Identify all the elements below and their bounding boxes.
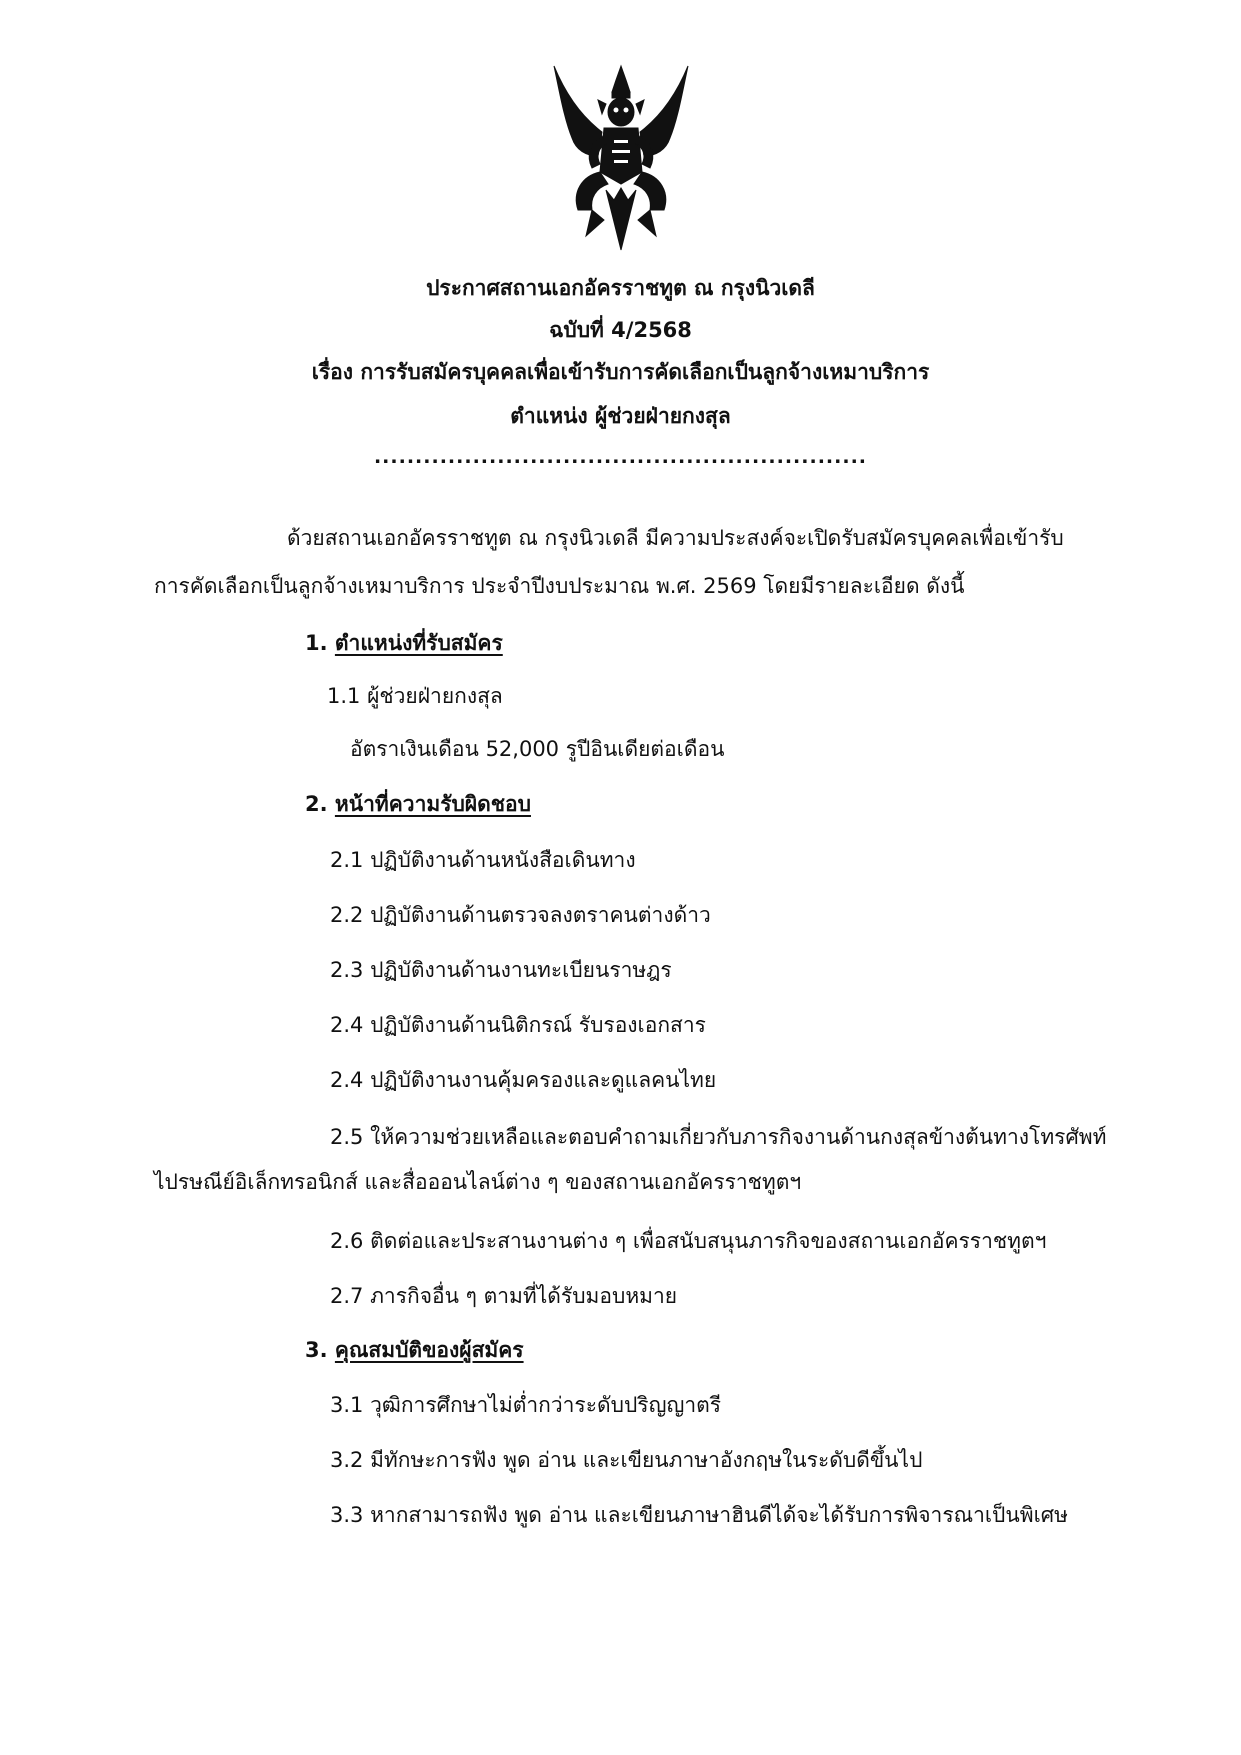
separator-dots: ............................................................	[373, 446, 868, 468]
duty-item: 2.2 ปฏิบัติงานด้านตรวจลงตราคนต่างด้าว	[330, 903, 711, 927]
garuda-emblem-svg	[546, 60, 696, 256]
position-title: ตำแหน่ง ผู้ช่วยฝ่ายกงสุล	[510, 404, 731, 428]
intro-line-1: ด้วยสถานเอกอัครราชทูต ณ กรุงนิวเดลี มีความประสงค์จะเปิดรับสมัครบุคคลเพื่อเข้ารับ	[287, 526, 1064, 550]
section-3-title: คุณสมบัติของผู้สมัคร	[334, 1338, 524, 1362]
section-1-title: ตำแหน่งที่รับสมัคร	[334, 631, 503, 655]
section-3-heading	[305, 1338, 524, 1363]
issue-number: ฉบับที่ 4/2568	[549, 318, 692, 342]
qualification-item: 3.2 มีทักษะการฟัง พูด อ่าน และเขียนภาษาอังกฤษในระดับดีขึ้นไป	[330, 1448, 923, 1472]
section-2-title: หน้าที่ความรับผิดชอบ	[334, 792, 531, 816]
section-2-number: 2.	[305, 792, 335, 816]
duty-item: 2.1 ปฏิบัติงานด้านหนังสือเดินทาง	[330, 848, 636, 872]
intro-line-2: การคัดเลือกเป็นลูกจ้างเหมาบริการ ประจำปีงบประมาณ พ.ศ. 2569 โดยมีรายละเอียด ดังนี้	[154, 574, 965, 598]
duty-item: 2.6 ติดต่อและประสานงานต่าง ๆ เพื่อสนับสนุนภารกิจของสถานเอกอัครราชทูตฯ	[330, 1229, 1047, 1253]
duty-item: 2.4 ปฏิบัติงานงานคุ้มครองและดูแลคนไทย	[330, 1068, 717, 1092]
section-1-number: 1.	[305, 631, 335, 655]
section-1-heading	[305, 631, 503, 656]
qualification-item: 3.1 วุฒิการศึกษาไม่ต่ำกว่าระดับปริญญาตรี	[330, 1393, 722, 1417]
duty-item: 2.3 ปฏิบัติงานด้านงานทะเบียนราษฎร	[330, 958, 672, 982]
section-3-number: 3.	[305, 1338, 335, 1362]
qualification-item: 3.3 หากสามารถฟัง พูด อ่าน และเขียนภาษาฮินดีได้จะได้รับการพิจารณาเป็นพิเศษ	[330, 1503, 1068, 1527]
section-2-heading	[305, 792, 531, 817]
salary-rate: อัตราเงินเดือน 52,000 รูปีอินเดียต่อเดือน	[350, 737, 725, 761]
section-1-item: 1.1 ผู้ช่วยฝ่ายกงสุล	[327, 684, 503, 708]
duty-item-2-5-line-2: ไปรษณีย์อิเล็กทรอนิกส์ และสื่อออนไลน์ต่าง ๆ ของสถานเอกอัครราชทูตฯ	[154, 1170, 802, 1194]
garuda-emblem-icon	[546, 60, 696, 256]
announcement-subject: เรื่อง การรับสมัครบุคคลเพื่อเข้ารับการคัดเลือกเป็นลูกจ้างเหมาบริการ	[311, 360, 930, 384]
announcement-title: ประกาศสถานเอกอัครราชทูต ณ กรุงนิวเดลี	[426, 276, 815, 300]
duty-item-2-5-line-1: 2.5 ให้ความช่วยเหลือและตอบคำถามเกี่ยวกับภารกิจงานด้านกงสุลข้างต้นทางโทรศัพท์	[330, 1125, 1107, 1149]
duty-item: 2.7 ภารกิจอื่น ๆ ตามที่ได้รับมอบหมาย	[330, 1284, 678, 1308]
duty-item: 2.4 ปฏิบัติงานด้านนิติกรณ์ รับรองเอกสาร	[330, 1013, 706, 1037]
